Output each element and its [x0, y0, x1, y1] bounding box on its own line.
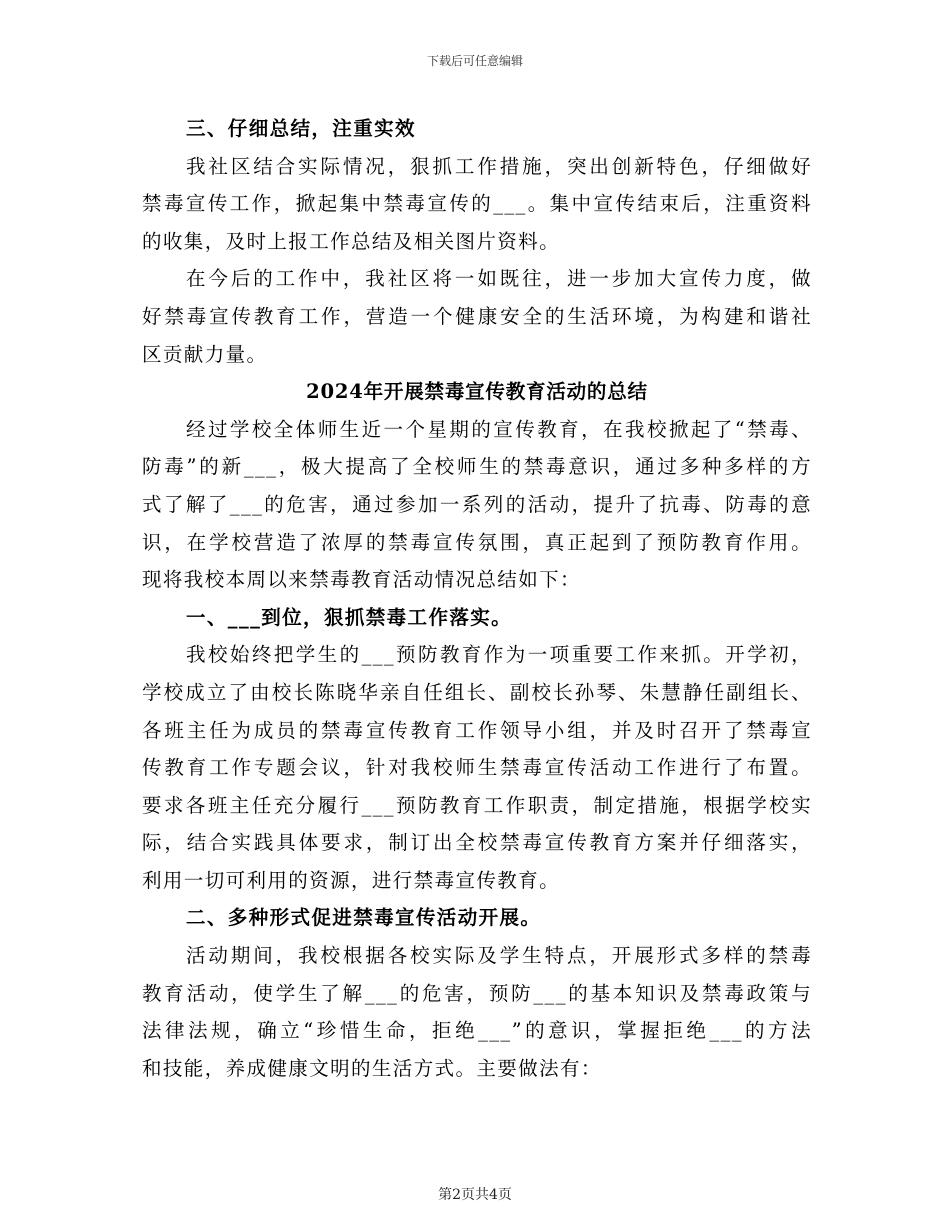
paragraph-line: 我社区结合实际情况，狠抓工作措施，突出创新特色，仔细做好: [186, 154, 812, 178]
paragraph-line: 我校始终把学生的___预防教育作为一项重要工作来抓。开学初，: [186, 643, 812, 667]
section-heading-1: 一、___到位，狠抓禁毒工作落实。: [186, 605, 513, 629]
paragraph-line: 利用一切可利用的资源，进行禁毒宣传教育。: [142, 868, 561, 892]
section-heading-2: 二、多种形式促进禁毒宣传活动开展。: [186, 906, 542, 930]
paragraph-line: 防毒”的新___，极大提高了全校师生的禁毒意识，通过多种多样的方: [142, 455, 812, 479]
document-title: 2024年开展禁毒宣传教育活动的总结: [306, 380, 648, 404]
paragraph-line: 经过学校全体师生近一个星期的宣传教育，在我校掀起了“禁毒、: [186, 417, 812, 441]
document-body: [142, 110, 812, 1087]
paragraph-line: 式了解了___的危害，通过参加一系列的活动，提升了抗毒、防毒的意: [142, 492, 812, 516]
paragraph-line: 区贡献力量。: [142, 342, 268, 366]
paragraph-line: 禁毒宣传工作，掀起集中禁毒宣传的___。集中宣传结束后，注重资料: [142, 192, 812, 216]
page-number: 第2页共4页: [438, 1187, 512, 1203]
paragraph-line: 各班主任为成员的禁毒宣传教育工作领导小组，并及时召开了禁毒宣: [142, 718, 812, 742]
paragraph-line: 好禁毒宣传教育工作，营造一个健康安全的生活环境，为构建和谐社: [142, 304, 812, 328]
paragraph-line: 和技能，养成健康文明的生活方式。主要做法有：: [142, 1056, 602, 1080]
paragraph-line: 活动期间，我校根据各校实际及学生特点，开展形式多样的禁毒: [186, 944, 812, 968]
page-header: 下载后可任意编辑: [426, 54, 523, 68]
paragraph-line: 际，结合实践具体要求，制订出全校禁毒宣传教育方案并仔细落实，: [142, 831, 812, 855]
paragraph-line: 在今后的工作中，我社区将一如既往，进一步加大宣传力度，做: [186, 267, 812, 291]
paragraph-line: 学校成立了由校长陈晓华亲自任组长、副校长孙琴、朱慧静任副组长、: [142, 680, 812, 704]
paragraph-line: 识，在学校营造了浓厚的禁毒宣传氛围，真正起到了预防教育作用。: [142, 530, 812, 554]
section-heading-3: 三、仔细总结，注重实效: [186, 117, 416, 140]
paragraph-line: 现将我校本周以来禁毒教育活动情况总结如下：: [142, 568, 581, 592]
paragraph-line: 法律法规，确立“珍惜生命，拒绝___”的意识，掌握拒绝___的方法: [142, 1019, 812, 1043]
paragraph-line: 传教育工作专题会议，针对我校师生禁毒宣传活动工作进行了布置。: [142, 756, 812, 780]
paragraph-line: 教育活动，使学生了解___的危害，预防___的基本知识及禁毒政策与: [142, 981, 812, 1005]
paragraph-line: 的收集，及时上报工作总结及相关图片资料。: [142, 229, 561, 253]
paragraph-line: 要求各班主任充分履行___预防教育工作职责，制定措施，根据学校实: [142, 793, 812, 817]
